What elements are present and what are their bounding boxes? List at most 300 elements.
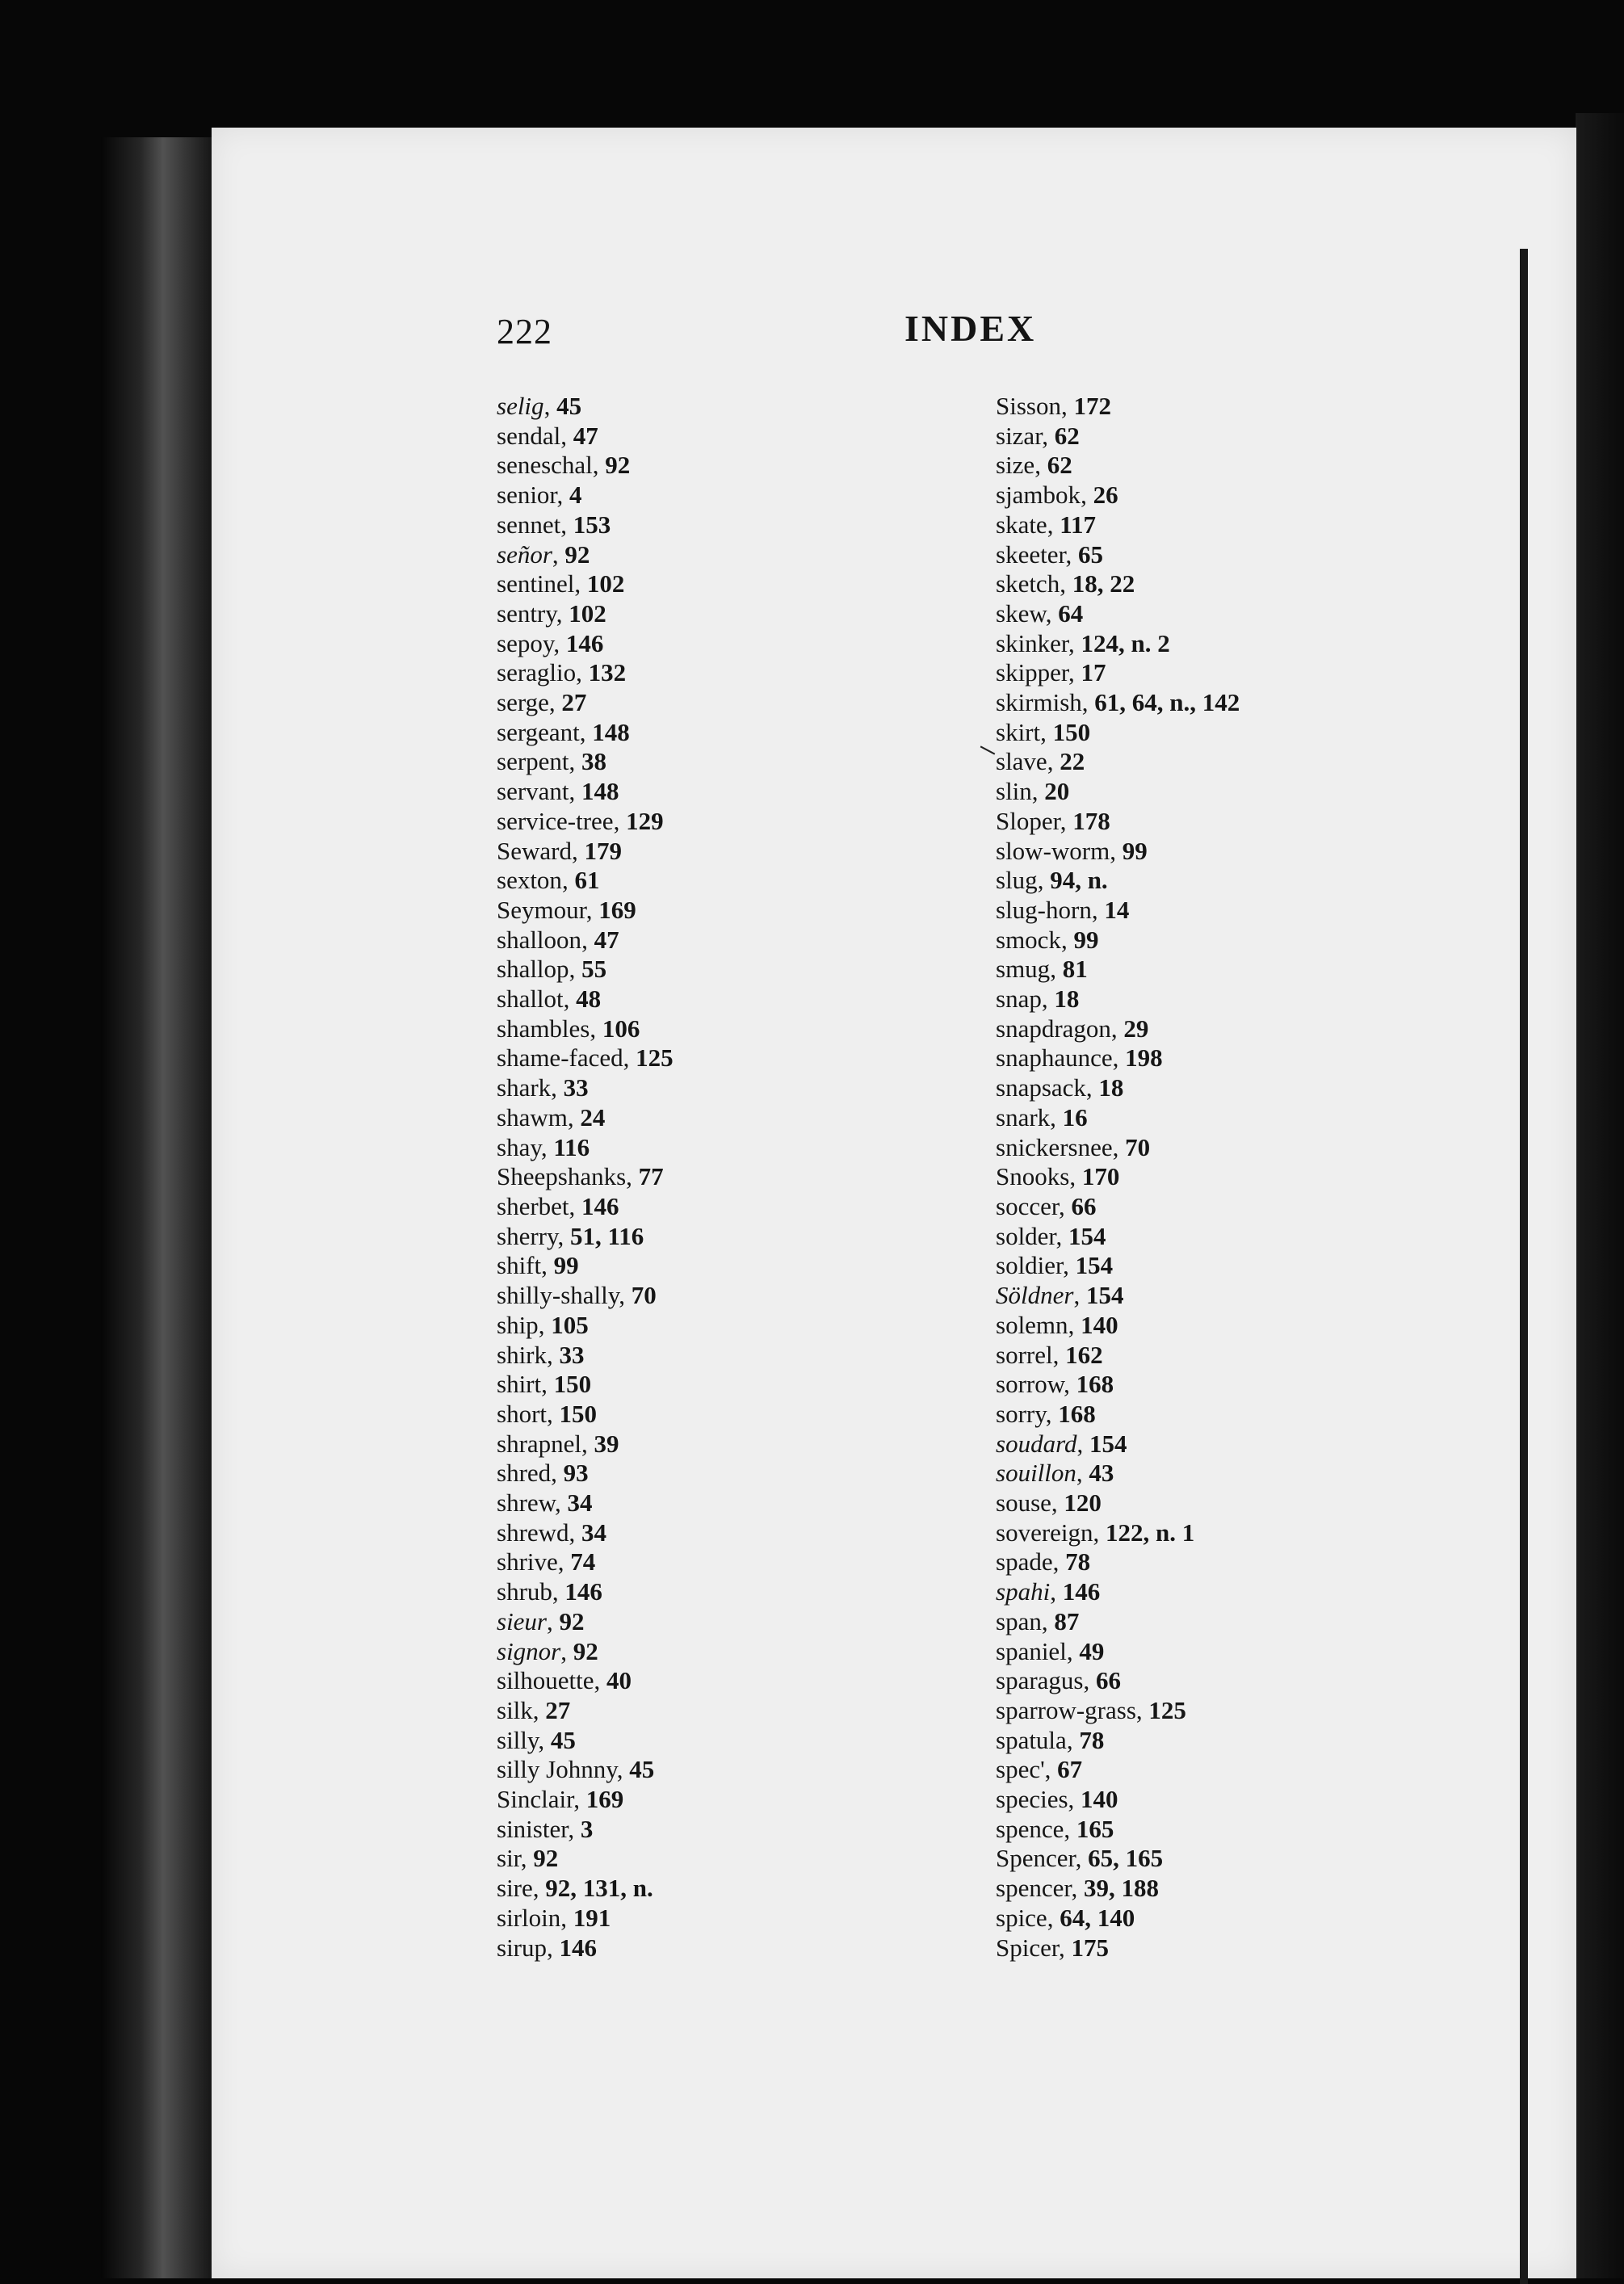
- index-page-refs: 154: [1085, 1281, 1124, 1310]
- index-term: sire: [497, 1874, 533, 1903]
- index-entry: sennet, 153: [497, 510, 611, 539]
- index-entry: spec', 67: [996, 1755, 1083, 1784]
- index-entry: smug, 81: [996, 955, 1088, 984]
- index-term: slave: [996, 747, 1047, 776]
- index-page-refs: 146: [565, 628, 604, 657]
- index-page-refs: 70: [631, 1281, 657, 1310]
- index-column-right: [996, 392, 1240, 1963]
- index-entry: skate, 117: [996, 510, 1096, 539]
- index-entry: shilly-shally, 70: [497, 1281, 657, 1310]
- index-term: spice: [996, 1903, 1047, 1932]
- index-entry: sizar, 62: [996, 421, 1080, 450]
- index-page-refs: 18, 22: [1072, 569, 1135, 598]
- index-page-refs: 124, n. 2: [1081, 628, 1170, 657]
- index-term: señor: [497, 540, 552, 569]
- index-page-refs: 165: [1076, 1814, 1114, 1843]
- index-page-refs: 87: [1054, 1606, 1080, 1635]
- index-page-refs: 51, 116: [569, 1221, 644, 1250]
- index-term: signor: [497, 1636, 561, 1665]
- index-entry: spade, 78: [996, 1547, 1091, 1577]
- index-term: shrapnel: [497, 1429, 582, 1458]
- index-page-refs: 14: [1104, 895, 1130, 924]
- index-entry: serpent, 38: [497, 747, 607, 776]
- index-page-refs: 125: [636, 1043, 674, 1073]
- index-column-left: [497, 392, 674, 1963]
- index-entry: shambles, 106: [497, 1014, 640, 1043]
- index-term: sir: [497, 1844, 521, 1873]
- index-page-refs: 106: [602, 1014, 640, 1043]
- index-term: silk: [497, 1695, 533, 1724]
- index-term: shirk: [497, 1340, 547, 1369]
- index-page-refs: 191: [573, 1903, 611, 1932]
- index-page-refs: 17: [1081, 658, 1106, 687]
- index-entry: sentry, 102: [497, 598, 606, 628]
- index-page-refs: 78: [1079, 1725, 1105, 1754]
- index-entry: snickersnee, 70: [996, 1132, 1151, 1161]
- index-term: shirt: [497, 1370, 542, 1399]
- index-page-refs: 92: [559, 1606, 585, 1635]
- index-entry: species, 140: [996, 1785, 1118, 1814]
- index-page-refs: 49: [1079, 1636, 1105, 1665]
- index-term: shrew: [497, 1488, 556, 1518]
- index-page-refs: 70: [1125, 1132, 1151, 1161]
- index-page-refs: 16: [1062, 1102, 1088, 1132]
- index-entry: sendal, 47: [497, 421, 598, 450]
- index-term: snapdragon: [996, 1014, 1111, 1043]
- index-term: serpent: [497, 747, 569, 776]
- index-page-refs: 148: [581, 777, 619, 806]
- index-page-refs: 39: [594, 1429, 619, 1458]
- index-term: sieur: [497, 1606, 547, 1635]
- index-entry: sir, 92: [497, 1844, 559, 1873]
- index-term: sorry: [996, 1399, 1046, 1428]
- index-term: sherry: [497, 1221, 558, 1250]
- index-entry: señor, 92: [497, 540, 590, 569]
- index-page-refs: 64: [1058, 598, 1084, 628]
- index-page-refs: 154: [1068, 1221, 1106, 1250]
- index-entry: silly Johnny, 45: [497, 1755, 655, 1784]
- index-entry: spahi, 146: [996, 1577, 1101, 1606]
- index-page-refs: 117: [1060, 510, 1096, 539]
- index-term: Seymour: [497, 895, 586, 924]
- index-term: species: [996, 1785, 1068, 1814]
- index-page-refs: 148: [592, 717, 630, 746]
- index-entry: senior, 4: [497, 481, 582, 510]
- index-page-refs: 64, 140: [1060, 1903, 1135, 1932]
- index-entry: slug-horn, 14: [996, 895, 1130, 924]
- index-term: skirt: [996, 717, 1041, 746]
- index-entry: spaniel, 49: [996, 1636, 1105, 1665]
- index-term: spence: [996, 1814, 1064, 1843]
- index-page-refs: 20: [1044, 777, 1070, 806]
- index-entry: snaphaunce, 198: [996, 1043, 1163, 1073]
- index-term: serge: [497, 688, 549, 717]
- index-term: shame-faced: [497, 1043, 623, 1073]
- index-page-refs: 67: [1057, 1755, 1083, 1784]
- index-entry: Söldner, 154: [996, 1281, 1124, 1310]
- index-entry: shred, 93: [497, 1459, 589, 1488]
- index-term: service-tree: [497, 806, 614, 835]
- index-page-refs: 140: [1081, 1785, 1118, 1814]
- index-page-refs: 170: [1081, 1162, 1120, 1191]
- index-page-refs: 168: [1058, 1399, 1096, 1428]
- index-page-refs: 93: [563, 1459, 589, 1488]
- index-page-refs: 43: [1089, 1459, 1114, 1488]
- book-page: [212, 128, 1576, 2278]
- running-head: INDEX: [904, 308, 1037, 349]
- index-term: Spicer: [996, 1933, 1059, 1962]
- index-page-refs: 146: [564, 1577, 602, 1606]
- index-entry: shirk, 33: [497, 1340, 585, 1369]
- index-page-refs: 140: [1081, 1310, 1118, 1339]
- index-term: selig: [497, 392, 544, 420]
- index-term: sizar: [996, 421, 1043, 450]
- index-page-refs: 179: [584, 836, 622, 865]
- index-page-refs: 150: [1052, 717, 1091, 746]
- index-page-refs: 22: [1060, 747, 1085, 776]
- index-page-refs: 65, 165: [1088, 1844, 1164, 1873]
- index-entry: silk, 27: [497, 1695, 571, 1724]
- index-page-refs: 34: [581, 1518, 607, 1547]
- index-term: spahi: [996, 1577, 1051, 1606]
- index-entry: sinister, 3: [497, 1814, 594, 1843]
- index-term: shark: [497, 1073, 552, 1102]
- index-entry: Seymour, 169: [497, 895, 636, 924]
- index-page-refs: 47: [594, 925, 619, 954]
- index-entry: skinker, 124, n. 2: [996, 628, 1170, 657]
- index-page-refs: 40: [606, 1666, 632, 1695]
- index-page-refs: 116: [553, 1132, 590, 1161]
- index-entry: solder, 154: [996, 1221, 1106, 1250]
- index-page-refs: 94, n.: [1050, 866, 1108, 895]
- index-entry: shalloon, 47: [497, 925, 619, 954]
- index-term: Sheepshanks: [497, 1162, 627, 1191]
- index-entry: shallop, 55: [497, 955, 607, 984]
- index-term: solemn: [996, 1310, 1068, 1339]
- index-entry: size, 62: [996, 451, 1072, 480]
- index-term: Sisson: [996, 392, 1061, 420]
- index-term: smug: [996, 955, 1051, 984]
- index-entry: solemn, 140: [996, 1310, 1118, 1339]
- index-page-refs: 150: [559, 1399, 597, 1428]
- index-term: sentinel: [497, 569, 575, 598]
- index-page-refs: 65: [1078, 540, 1104, 569]
- index-term: Sloper: [996, 806, 1060, 835]
- index-page-refs: 172: [1073, 392, 1111, 420]
- index-entry: shrive, 74: [497, 1547, 596, 1577]
- index-term: Söldner: [996, 1281, 1074, 1310]
- index-page-refs: 92: [573, 1636, 598, 1665]
- book-edge: [1576, 113, 1624, 2278]
- index-page-refs: 178: [1072, 806, 1110, 835]
- index-entry: sorrel, 162: [996, 1340, 1103, 1369]
- index-page-refs: 77: [638, 1162, 664, 1191]
- index-page-refs: 61: [574, 866, 600, 895]
- index-entry: service-tree, 129: [497, 806, 664, 835]
- index-term: sennet: [497, 510, 561, 539]
- index-term: shift: [497, 1251, 542, 1280]
- index-entry: ship, 105: [497, 1310, 589, 1339]
- index-entry: slow-worm, 99: [996, 836, 1148, 865]
- index-term: Sinclair: [497, 1785, 574, 1814]
- index-term: sketch: [996, 569, 1060, 598]
- index-entry: silly, 45: [497, 1725, 576, 1754]
- index-term: sexton: [497, 866, 562, 895]
- index-page-refs: 24: [580, 1102, 606, 1132]
- index-term: silhouette: [497, 1666, 594, 1695]
- index-term: span: [996, 1606, 1042, 1635]
- index-page-refs: 55: [581, 955, 607, 984]
- index-term: spencer: [996, 1874, 1072, 1903]
- index-term: shred: [497, 1459, 552, 1488]
- index-page-refs: 62: [1047, 451, 1072, 480]
- index-entry: soccer, 66: [996, 1191, 1097, 1220]
- index-term: snap: [996, 985, 1042, 1014]
- index-entry: spencer, 39, 188: [996, 1874, 1159, 1903]
- index-entry: snap, 18: [996, 985, 1080, 1014]
- index-term: shambles: [497, 1014, 590, 1043]
- index-term: shrive: [497, 1547, 558, 1577]
- index-entry: serge, 27: [497, 688, 587, 717]
- index-entry: snapdragon, 29: [996, 1014, 1149, 1043]
- index-term: skeeter: [996, 540, 1066, 569]
- index-entry: spence, 165: [996, 1814, 1114, 1843]
- index-term: skate: [996, 510, 1047, 539]
- page-edge-rule: [1520, 249, 1528, 2284]
- index-term: skipper: [996, 658, 1069, 687]
- index-page-refs: 66: [1071, 1191, 1097, 1220]
- index-entry: sovereign, 122, n. 1: [996, 1518, 1195, 1547]
- index-term: Spencer: [996, 1844, 1076, 1873]
- index-page-refs: 105: [551, 1310, 589, 1339]
- index-entry: spatula, 78: [996, 1725, 1105, 1754]
- index-entry: shallot, 48: [497, 985, 602, 1014]
- index-page-refs: 34: [567, 1488, 593, 1518]
- index-entry: sketch, 18, 22: [996, 569, 1135, 598]
- index-term: souse: [996, 1488, 1051, 1518]
- index-entry: signor, 92: [497, 1636, 598, 1665]
- index-entry: soldier, 154: [996, 1251, 1114, 1280]
- index-term: Snooks: [996, 1162, 1070, 1191]
- index-page-refs: 27: [561, 688, 587, 717]
- index-page-refs: 99: [1073, 925, 1099, 954]
- index-term: shalloon: [497, 925, 582, 954]
- index-entry: sherbet, 146: [497, 1191, 619, 1220]
- index-term: spaniel: [996, 1636, 1067, 1665]
- index-page-refs: 92, 131, n.: [545, 1874, 653, 1903]
- index-term: shilly-shally: [497, 1281, 619, 1310]
- index-entry: souse, 120: [996, 1488, 1102, 1518]
- index-page-refs: 146: [559, 1933, 597, 1962]
- index-entry: skew, 64: [996, 598, 1084, 628]
- index-term: soudard: [996, 1429, 1077, 1458]
- index-entry: sparrow-grass, 125: [996, 1695, 1186, 1724]
- index-entry: Sloper, 178: [996, 806, 1110, 835]
- index-term: snapsack: [996, 1073, 1086, 1102]
- index-page-refs: 169: [585, 1785, 624, 1814]
- index-entry: silhouette, 40: [497, 1666, 632, 1695]
- index-entry: slug, 94, n.: [996, 866, 1108, 895]
- index-term: snickersnee: [996, 1132, 1113, 1161]
- index-term: sentry: [497, 598, 556, 628]
- index-page-refs: 45: [629, 1755, 655, 1784]
- index-page-refs: 78: [1065, 1547, 1091, 1577]
- index-page-refs: 33: [559, 1340, 585, 1369]
- index-entry: skeeter, 65: [996, 540, 1104, 569]
- index-page-refs: 150: [553, 1370, 592, 1399]
- index-page-refs: 162: [1065, 1340, 1103, 1369]
- index-entry: skipper, 17: [996, 658, 1106, 687]
- index-entry: sirup, 146: [497, 1933, 597, 1962]
- index-term: soldier: [996, 1251, 1064, 1280]
- index-page-refs: 92: [533, 1844, 559, 1873]
- index-page-refs: 154: [1075, 1251, 1114, 1280]
- index-entry: slin, 20: [996, 777, 1070, 806]
- index-page-refs: 45: [556, 392, 582, 420]
- index-term: shay: [497, 1132, 541, 1161]
- index-page-refs: 3: [580, 1814, 594, 1843]
- index-term: seneschal: [497, 451, 593, 480]
- index-page-refs: 74: [570, 1547, 596, 1577]
- index-term: sirup: [497, 1933, 547, 1962]
- index-page-refs: 33: [563, 1073, 589, 1102]
- index-term: skew: [996, 598, 1046, 628]
- index-term: sendal: [497, 421, 561, 450]
- index-page-refs: 39, 188: [1083, 1874, 1159, 1903]
- index-term: silly Johnny: [497, 1755, 617, 1784]
- index-page-refs: 99: [553, 1251, 579, 1280]
- index-term: slug: [996, 866, 1038, 895]
- index-entry: shay, 116: [497, 1132, 590, 1161]
- index-term: slow-worm: [996, 836, 1110, 865]
- index-page-refs: 27: [545, 1695, 571, 1724]
- index-entry: seraglio, 132: [497, 658, 627, 687]
- index-entry: Spicer, 175: [996, 1933, 1109, 1962]
- index-page-refs: 175: [1071, 1933, 1109, 1962]
- index-entry: soudard, 154: [996, 1429, 1127, 1458]
- index-page-refs: 62: [1054, 421, 1080, 450]
- index-entry: sentinel, 102: [497, 569, 625, 598]
- index-page-refs: 169: [598, 895, 636, 924]
- index-page-refs: 146: [581, 1191, 619, 1220]
- index-entry: seneschal, 92: [497, 451, 631, 480]
- index-entry: Sheepshanks, 77: [497, 1162, 664, 1191]
- index-entry: smock, 99: [996, 925, 1099, 954]
- index-term: sorrel: [996, 1340, 1053, 1369]
- index-term: silly: [497, 1725, 539, 1754]
- index-entry: short, 150: [497, 1399, 597, 1428]
- index-entry: Snooks, 170: [996, 1162, 1120, 1191]
- index-term: ship: [497, 1310, 539, 1339]
- index-entry: shrub, 146: [497, 1577, 602, 1606]
- index-entry: sherry, 51, 116: [497, 1221, 644, 1250]
- index-page-refs: 92: [605, 451, 631, 480]
- index-entry: snapsack, 18: [996, 1073, 1124, 1102]
- index-page-refs: 38: [581, 747, 607, 776]
- index-page-refs: 120: [1064, 1488, 1102, 1518]
- index-entry: souillon, 43: [996, 1459, 1114, 1488]
- index-term: souillon: [996, 1459, 1076, 1488]
- index-page-refs: 4: [569, 481, 582, 510]
- index-term: spade: [996, 1547, 1053, 1577]
- index-term: sparrow-grass: [996, 1695, 1136, 1724]
- index-term: Seward: [497, 836, 572, 865]
- index-page-refs: 18: [1098, 1073, 1124, 1102]
- index-page-refs: 92: [564, 540, 590, 569]
- index-entry: shawm, 24: [497, 1102, 606, 1132]
- index-entry: shrewd, 34: [497, 1518, 607, 1547]
- index-page-refs: 153: [573, 510, 611, 539]
- index-entry: sexton, 61: [497, 866, 600, 895]
- index-term: skinker: [996, 628, 1069, 657]
- index-entry: sire, 92, 131, n.: [497, 1874, 653, 1903]
- index-entry: Sinclair, 169: [497, 1785, 624, 1814]
- index-term: spec': [996, 1755, 1045, 1784]
- page-number: 222: [497, 312, 552, 351]
- index-entry: Seward, 179: [497, 836, 622, 865]
- index-page-refs: 26: [1093, 481, 1118, 510]
- index-entry: sparagus, 66: [996, 1666, 1121, 1695]
- index-page-refs: 66: [1095, 1666, 1121, 1695]
- index-term: snaphaunce: [996, 1043, 1113, 1073]
- index-term: sherbet: [497, 1191, 569, 1220]
- index-page-refs: 132: [588, 658, 627, 687]
- index-term: sovereign: [996, 1518, 1093, 1547]
- index-term: sinister: [497, 1814, 569, 1843]
- index-term: solder: [996, 1221, 1056, 1250]
- index-term: sepoy: [497, 628, 554, 657]
- index-page-refs: 146: [1062, 1577, 1101, 1606]
- index-entry: skirmish, 61, 64, n., 142: [996, 688, 1240, 717]
- index-term: skirmish: [996, 688, 1082, 717]
- book-spine: [101, 137, 214, 2278]
- index-page-refs: 61, 64, n., 142: [1094, 688, 1240, 717]
- index-term: shallop: [497, 955, 569, 984]
- index-entry: shift, 99: [497, 1251, 579, 1280]
- index-entry: shame-faced, 125: [497, 1043, 674, 1073]
- index-term: short: [497, 1399, 547, 1428]
- index-page-refs: 102: [569, 598, 606, 628]
- index-entry: Sisson, 172: [996, 392, 1111, 420]
- index-page-refs: 198: [1125, 1043, 1163, 1073]
- index-page-refs: 47: [573, 421, 598, 450]
- index-term: sorrow: [996, 1370, 1064, 1399]
- index-entry: span, 87: [996, 1606, 1080, 1635]
- index-entry: slave, 22: [996, 747, 1085, 776]
- index-page-refs: 125: [1148, 1695, 1186, 1724]
- index-term: shallot: [497, 985, 564, 1014]
- index-page-refs: 81: [1062, 955, 1088, 984]
- index-entry: sepoy, 146: [497, 628, 604, 657]
- index-entry: shirt, 150: [497, 1370, 592, 1399]
- index-entry: selig, 45: [497, 392, 582, 420]
- index-entry: shark, 33: [497, 1073, 589, 1102]
- index-page-refs: 154: [1089, 1429, 1127, 1458]
- index-entry: skirt, 150: [996, 717, 1091, 746]
- index-term: sirloin: [497, 1903, 561, 1932]
- index-page-refs: 102: [586, 569, 625, 598]
- index-term: servant: [497, 777, 569, 806]
- index-term: shrub: [497, 1577, 552, 1606]
- index-entry: snark, 16: [996, 1102, 1088, 1132]
- index-term: senior: [497, 481, 557, 510]
- index-entry: shrapnel, 39: [497, 1429, 619, 1458]
- index-entry: sjambok, 26: [996, 481, 1118, 510]
- index-term: slin: [996, 777, 1032, 806]
- index-term: smock: [996, 925, 1061, 954]
- index-entry: spice, 64, 140: [996, 1903, 1135, 1932]
- index-entry: shrew, 34: [497, 1488, 593, 1518]
